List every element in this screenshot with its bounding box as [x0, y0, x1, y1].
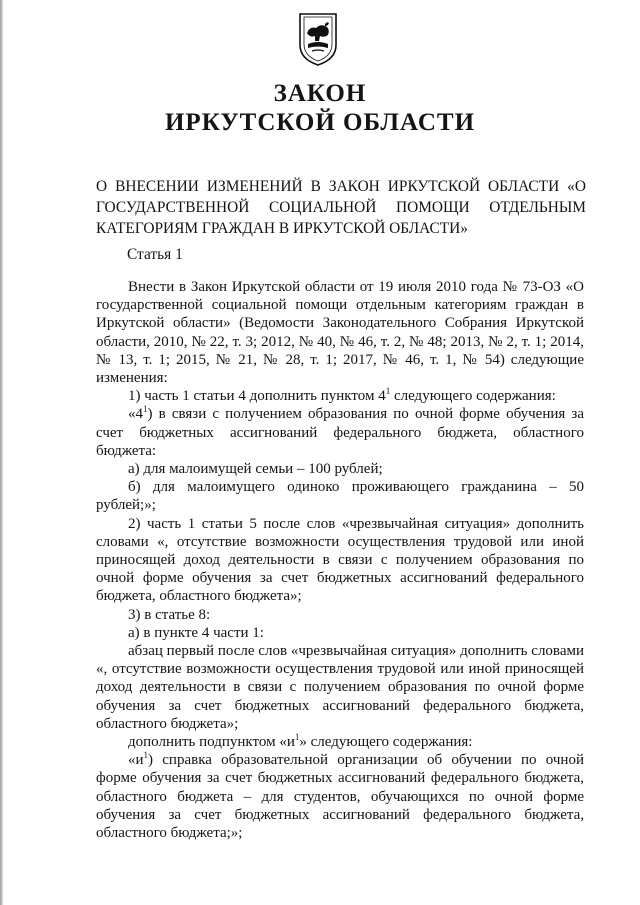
superscript: 1 [385, 386, 391, 397]
paragraph-item-2: 2) часть 1 статьи 5 после слов «чрезвычайная ситуация» дополнить словами «, отсутствие возможности осуществления трудовой или иной приносящей доход деятельности в связи с получением образования по очной форме обучения за счет бюджетных ассигнований федерального бюджета, областного бюджета»; [96, 515, 584, 605]
paragraph-text: «4 [128, 406, 143, 423]
paragraph-item-3: 3) в статье 8: [128, 606, 211, 623]
paragraph-add-subitem [96, 733, 584, 751]
paragraph-intro: Внести в Закон Иркутской области от 19 июля 2010 года № 73-ОЗ «О государственной социальной помощи отдельным категориям граждан в Иркутской области» (Ведомости Законодательного Собрания Иркутской области, 2010, № 22, т. 3; 2012, № 40, № 46, т. 2, № 48; 2013, № 2, т. 1; 2014, № 13, т. 1; 2015, № 21, № 28, т. 1; 2017, № 46, т. 1, № 54) следующие изменения: [96, 279, 584, 387]
law-subtitle: О ВНЕСЕНИИ ИЗМЕНЕНИЙ В ЗАКОН ИРКУТСКОЙ ОБЛАСТИ «О ГОСУДАРСТВЕННОЙ СОЦИАЛЬНОЙ ПОМОЩИ ОТДЕЛЬНЫМ КАТЕГОРИЯМ ГРАЖДАН В ИРКУТСКОЙ ОБЛАСТИ» [96, 178, 586, 237]
paragraph-item-1 [96, 387, 584, 405]
law-title-line-1: ЗАКОН [273, 80, 367, 107]
paragraph-text: дополнить подпунктом «и [128, 734, 295, 751]
superscript: 1 [294, 732, 300, 743]
superscript: 1 [143, 404, 148, 415]
paragraph-text: ) в связи с получением образования по очной форме обучения за счет бюджетных ассигнований федерального бюджета, областного бюджета: [96, 406, 584, 459]
paragraph-abzac: абзац первый после слов «чрезвычайная ситуация» дополнить словами «, отсутствие возможности осуществления трудовой или иной приносящей доход деятельности в связи с получением образования по очной форме обучения за счет бюджетных ассигнований федерального бюджета, областного бюджета»; [96, 643, 584, 732]
superscript: 1 [143, 750, 149, 761]
paragraph-subitem-b: б) для малоимущего одиноко проживающего гражданина – 50 рублей;»; [96, 479, 584, 514]
law-title-line-2: ИРКУТСКОЙ ОБЛАСТИ [164, 109, 476, 136]
article-body [96, 278, 584, 842]
paragraph-item-4-1 [96, 405, 584, 460]
paragraph-item-3a: а) в пункте 4 части 1: [128, 624, 264, 641]
paragraph-text: ) справка образовательной организации об обучении по очной форме обучения за счет бюджетных ассигнований федерального бюджета, областного бюджета – для студентов, обучающихся по очной форме обучения за счет бюджетных ассигнований федерального бюджета, областного бюджета;»; [96, 752, 584, 842]
paragraph-text: 1) часть 1 статьи 4 дополнить пунктом 4 [128, 388, 386, 405]
paragraph-subitem-a: а) для малоимущей семьи – 100 рублей; [128, 461, 383, 478]
article-heading: Статья 1 [127, 246, 183, 263]
paragraph-subitem-i1 [96, 751, 584, 842]
paragraph-text: «и [128, 752, 144, 769]
paragraph-text: следующего содержания: [390, 388, 556, 405]
irkutsk-coat-of-arms-icon [296, 11, 340, 67]
paragraph-text: » следующего содержания: [299, 734, 473, 751]
